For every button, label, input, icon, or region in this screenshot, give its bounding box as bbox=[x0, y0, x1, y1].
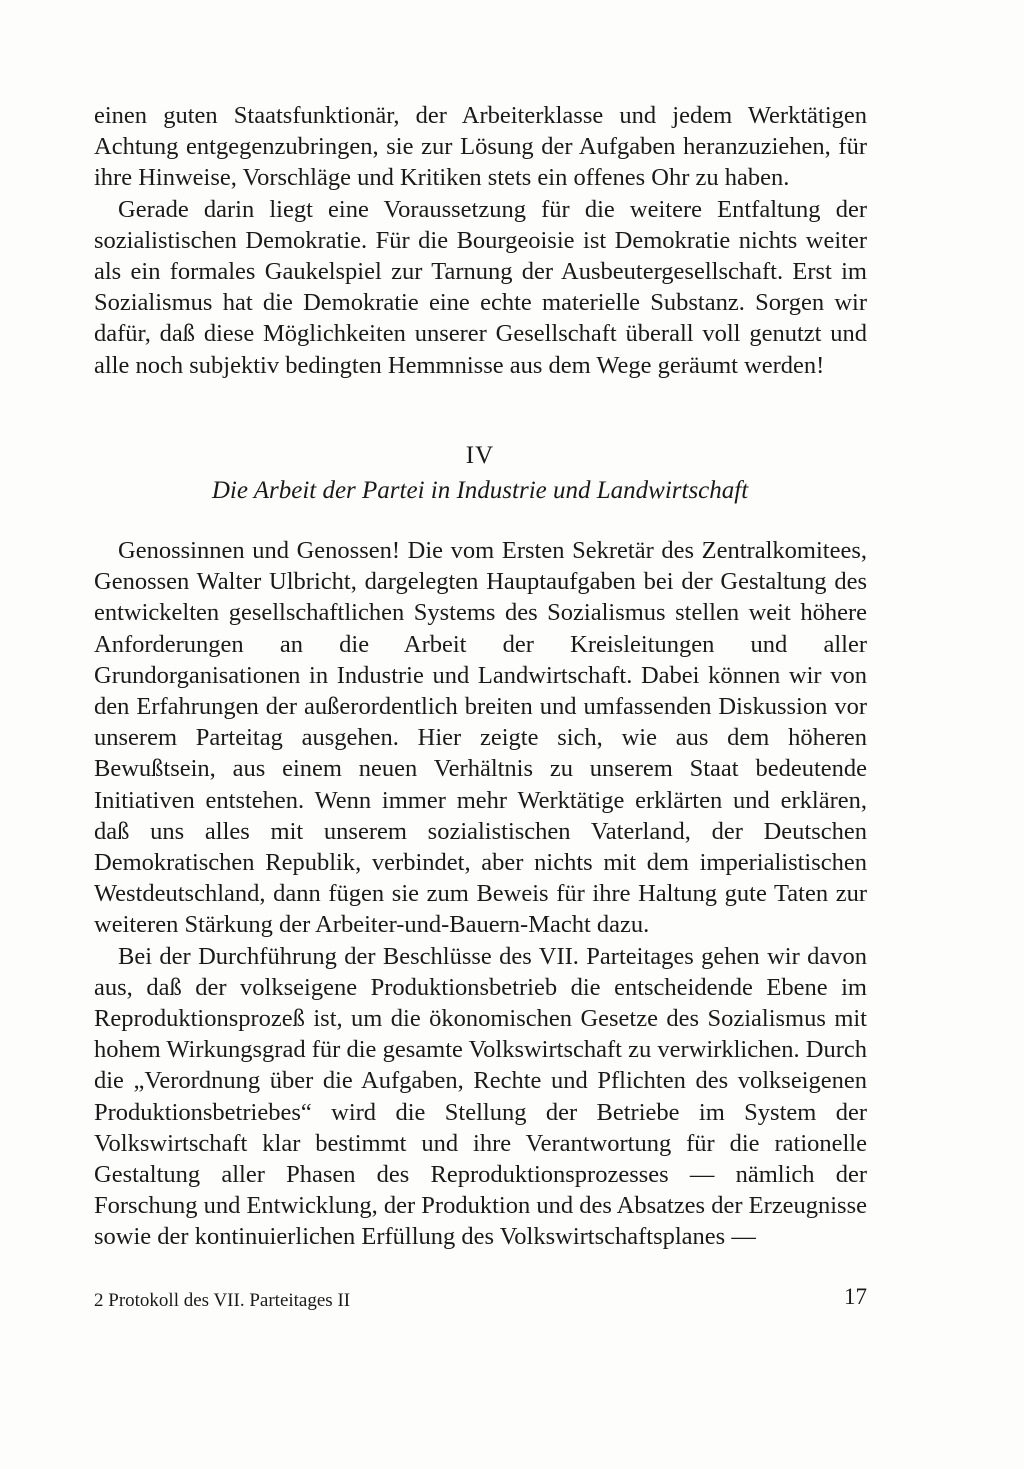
section-title: Die Arbeit der Partei in Industrie und Landwirtschaft bbox=[211, 477, 749, 504]
section-number: IV bbox=[465, 442, 495, 469]
text-block-main bbox=[94, 535, 867, 1253]
paragraph: Gerade darin liegt eine Voraussetzung für die weitere Entfaltung der sozialistischen Demokratie. Für die Bourgeoisie ist Demokratie nichts weiter als ein formales Gaukelspiel zur Tarnung der Ausbeutergesellschaft. Erst im Sozialismus hat die Demokratie eine echte materielle Substanz. Sorgen wir dafür, daß diese Möglichkeiten unserer Gesellschaft überall voll genutzt und alle noch subjektiv bedingten Hemmnisse aus dem Wege geräumt werden! bbox=[94, 195, 867, 379]
footer-signature: 2 Protokoll des VII. Parteitages II bbox=[94, 1290, 351, 1311]
paragraph-continuation: einen guten Staatsfunktionär, der Arbeiterklasse und jedem Werktätigen Achtung entgegenzubringen, sie zur Lösung der Aufgaben heranzuziehen, für ihre Hinweise, Vorschläge und Kritiken stets ein offenes Ohr zu haben. bbox=[94, 102, 867, 192]
paragraph: Genossinnen und Genossen! Die vom Ersten Sekretär des Zentralkomitees, Genossen Walter Ulbricht, dargelegten Hauptaufgaben bei der Gestaltung des entwickelten gesellschaftlichen Systems des Sozialismus stellen weit höhere Anforderungen an die Arbeit der Kreisleitungen und aller Grundorganisationen in Industrie und Landwirtschaft. Dabei können wir von den Erfahrungen der außerordentlich breiten und umfassenden Diskussion vor unserem Parteitag ausgehen. Hier zeigte sich, wie aus dem höheren Bewußtsein, aus einem neuen Verhältnis zu unserem Staat bedeutende Initiativen entstehen. Wenn immer mehr Werktätige erklärten und erklären, daß uns alles mit unserem sozialistischen Vaterland, der Deutschen Demokratischen Republik, verbindet, aber nichts mit dem imperialistischen Westdeutschland, dann fügen sie zum Beweis für ihre Haltung gute Taten zur weiteren Stärkung der Arbeiter-und-Bauern-Macht dazu. bbox=[94, 537, 867, 939]
text-block-top bbox=[94, 100, 867, 381]
page-number: 17 bbox=[844, 1284, 867, 1309]
paragraph: Bei der Durchführung der Beschlüsse des VII. Parteitages gehen wir davon aus, daß der volkseigene Produktionsbetrieb die entscheidende Ebene im Reproduktionsprozeß ist, um die ökonomischen Gesetze des Sozialismus mit hohem Wirkungsgrad für die gesamte Volkswirtschaft zu verwirklichen. Durch die „Verordnung über die Aufgaben, Rechte und Pflichten des volkseigenen Produktionsbetriebes“ wird die Stellung der Betriebe im System der Volkswirtschaft klar bestimmt und ihre Verantwortung für die rationelle Gestaltung aller Phasen des Reproduktionsprozesses — nämlich der Forschung und Entwicklung, der Produktion und des Absatzes der Erzeugnisse sowie der kontinuierlichen Erfüllung des Volkswirtschaftsplanes — bbox=[94, 942, 867, 1251]
